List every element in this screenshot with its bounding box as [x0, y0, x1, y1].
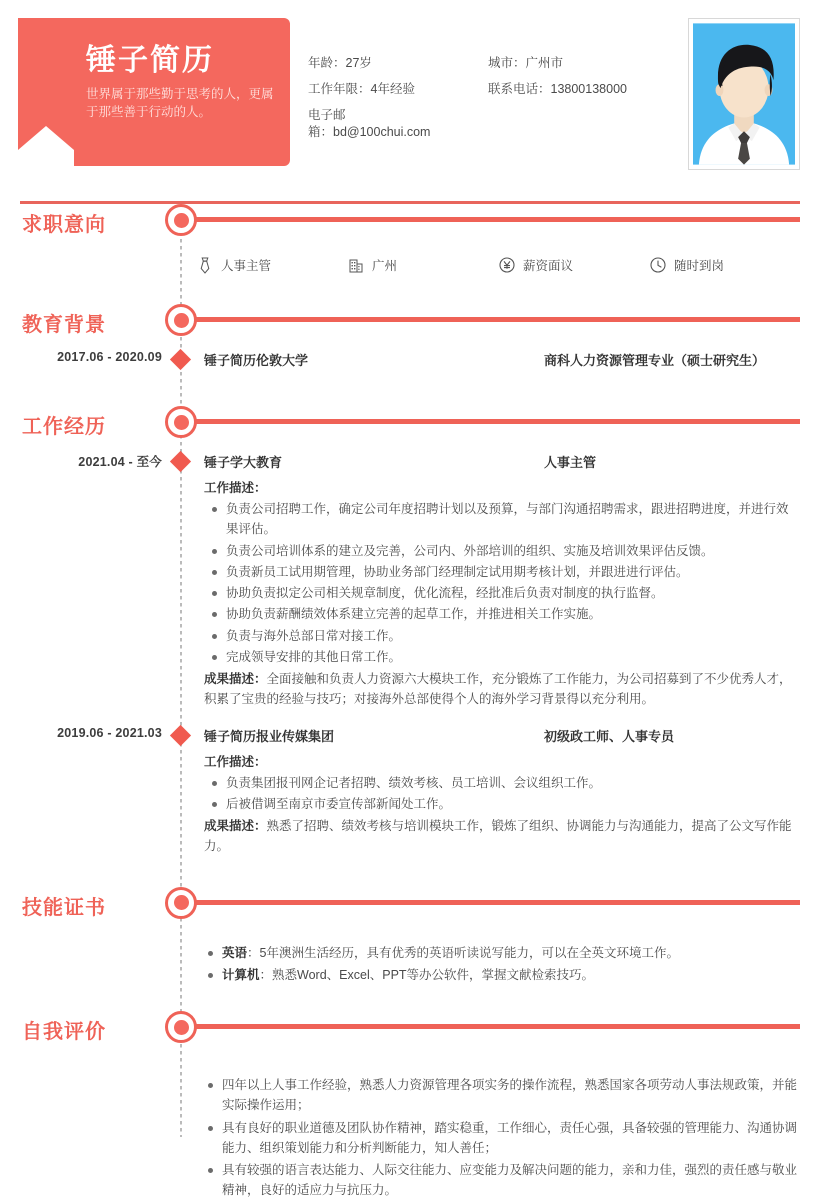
diamond-marker-icon: [170, 724, 191, 745]
self-eval-list-wrap: [200, 1075, 800, 1201]
intent-label: 随时到岗: [674, 259, 725, 273]
entry-head: [204, 350, 800, 370]
info-city: 城市：广州市: [488, 56, 564, 70]
education-entry: [0, 350, 820, 380]
info-email-line2: 箱：bd@100chui.com: [308, 124, 431, 139]
section-title-job-intent: 求职意向: [22, 214, 106, 236]
section-header: [0, 883, 820, 929]
info-experience: 工作年限：4年经验: [308, 81, 415, 96]
work-desc-list: [208, 773, 800, 815]
intent-label: 薪资面议: [523, 259, 574, 273]
intent-item-availability: [649, 256, 800, 274]
section-rule: [196, 217, 800, 222]
info-email-line1: 电子邮: [308, 107, 346, 122]
list-item: 具有良好的职业道德及团队协作精神，踏实稳重，工作细心，责任心强，具备较强的管理能力、沟通协调能力、组织策划能力和分析判断能力，知人善任；: [204, 1118, 800, 1159]
work-achievement: [204, 669, 800, 710]
intent-item-position: [196, 256, 347, 274]
section-header: [0, 200, 820, 246]
work-desc-label: 工作描述：: [204, 754, 267, 769]
ribbon-text-block: [86, 44, 282, 122]
section-self-evaluation: [0, 1007, 820, 1201]
work-company: 锤子学大教育: [204, 455, 283, 470]
timeline-marker-icon: [165, 304, 197, 336]
entry-body: [204, 726, 800, 857]
skill-name: 计算机: [222, 967, 260, 982]
info-row: [308, 81, 658, 98]
job-intent-row: [196, 256, 800, 274]
skill-name: 英语: [222, 945, 248, 960]
work-position: 初级政工师、人事专员: [544, 728, 675, 744]
entry-date: 2021.04 - 至今: [78, 455, 162, 469]
section-header: [0, 300, 820, 346]
section-rule: [196, 900, 800, 905]
list-item: 协助负责拟定公司相关规章制度，优化流程，经批准后负责对制度的执行监督。: [208, 583, 800, 603]
resume-header: [0, 0, 820, 200]
section-job-intent: [0, 200, 820, 274]
intent-label: 广州: [372, 259, 398, 273]
entry-date: 2019.06 - 2021.03: [57, 725, 162, 740]
list-item: 具有较强的语言表达能力、人际交往能力、应变能力及解决问题的能力，亲和力佳，强烈的责任感与敬业精神，良好的适应力与抗压力。: [204, 1160, 800, 1201]
intent-item-city: [347, 256, 498, 274]
work-desc-label: 工作描述：: [204, 481, 267, 495]
skill-sep: ：: [247, 945, 260, 960]
work-achieve-label: 成果描述：: [204, 819, 267, 833]
skills-list-wrap: [200, 943, 800, 986]
section-title-work: 工作经历: [22, 416, 106, 438]
education-school: 锤子简历伦敦大学: [204, 353, 309, 368]
list-item: 完成领导安排的其他日常工作。: [208, 647, 800, 667]
avatar: [688, 18, 800, 170]
yen-circle-icon: [498, 256, 516, 274]
page-title: 锤子简历: [86, 44, 214, 77]
section-title-education: 教育背景: [22, 314, 106, 336]
list-item: 负责新员工试用期管理，协助业务部门经理制定试用期考核计划，并跟进进行评估。: [208, 562, 800, 582]
section-title-self-eval: 自我评价: [22, 1021, 106, 1043]
work-desc-list: [208, 499, 800, 667]
list-item: 负责公司培训体系的建立及完善，公司内、外部培训的组织、实施及培训效果评估反馈。: [208, 541, 800, 561]
section-header: [0, 1007, 820, 1053]
avatar-illustration: [693, 23, 795, 165]
personal-info-grid: [308, 55, 658, 150]
timeline-marker-icon: [165, 204, 197, 236]
self-eval-list: [204, 1075, 800, 1201]
name-ribbon-banner: [18, 18, 290, 173]
entry-body: [204, 452, 800, 710]
education-major: 商科人力资源管理专业（硕士研究生）: [544, 353, 766, 368]
list-item: [204, 943, 800, 963]
work-entry: [0, 452, 820, 710]
work-entry: [0, 726, 820, 857]
work-company: 锤子简历报业传媒集团: [204, 728, 335, 744]
list-item: 负责集团报刊网企记者招聘、绩效考核、员工培训、会议组织工作。: [208, 773, 800, 793]
info-phone: 联系电话：13800138000: [488, 81, 627, 96]
list-item: 负责与海外总部日常对接工作。: [208, 626, 800, 646]
info-row: [308, 55, 658, 72]
timeline-marker-icon: [165, 406, 197, 438]
section-rule: [196, 317, 800, 322]
info-row: [308, 107, 658, 141]
timeline-marker-icon: [165, 1011, 197, 1043]
timeline-marker-icon: [165, 887, 197, 919]
entry-date: 2017.06 - 2020.09: [57, 350, 162, 364]
section-title-skills: 技能证书: [22, 896, 106, 919]
diamond-marker-icon: [170, 349, 191, 370]
skill-text: 5年澳洲生活经历，具有优秀的英语听读说写能力，可以在全英文环境工作。: [259, 945, 679, 960]
resume-motto: 世界属于那些勤于思考的人，更属于那些善于行动的人。: [86, 87, 274, 119]
section-rule: [196, 1024, 800, 1029]
list-item: 四年以上人事工作经验，熟悉人力资源管理各项实务的操作流程，熟悉国家各项劳动人事法规政策，并能实际操作运用；: [204, 1075, 800, 1116]
section-header: [0, 402, 820, 448]
intent-item-salary: [498, 256, 649, 274]
work-achieve-text: 全面接触和负责人力资源六大模块工作，充分锻炼了工作能力，为公司招募到了不少优秀人才，积累了宝贵的经验与技巧；对接海外总部使得个人的海外学习背景得以充分利用。: [204, 672, 792, 707]
section-rule: [196, 419, 800, 424]
intent-label: 人事主管: [221, 259, 272, 273]
info-email: [308, 107, 458, 141]
skill-text: 熟悉Word、Excel、PPT等办公软件，掌握文献检索技巧。: [272, 967, 595, 982]
list-item: 协助负责薪酬绩效体系建立完善的起草工作，并推进相关工作实施。: [208, 604, 800, 624]
section-education: [0, 300, 820, 380]
work-achievement: [204, 816, 800, 857]
work-achieve-text: 熟悉了招聘、绩效考核与培训模块工作，锻炼了组织、协调能力与沟通能力，提高了公文写作能力。: [204, 819, 792, 854]
list-item: [204, 965, 800, 985]
skills-list: [204, 943, 800, 986]
entry-head: [204, 726, 800, 746]
section-work-experience: [0, 402, 820, 857]
info-age: 年龄：27岁: [308, 56, 372, 70]
list-item: 后被借调至南京市委宣传部新闻处工作。: [208, 794, 800, 814]
work-achieve-label: 成果描述：: [204, 672, 267, 686]
section-skills: [0, 883, 820, 986]
entry-head: [204, 452, 800, 472]
work-position: 人事主管: [544, 455, 597, 470]
building-icon: [347, 256, 365, 274]
list-item: 负责公司招聘工作，确定公司年度招聘计划以及预算，与部门沟通招聘需求，跟进招聘进度，并进行效果评估。: [208, 499, 800, 540]
clock-icon: [649, 256, 667, 274]
skill-sep: ：: [259, 967, 273, 982]
tie-icon: [196, 256, 214, 274]
entry-body: [204, 350, 800, 370]
diamond-marker-icon: [170, 451, 191, 472]
